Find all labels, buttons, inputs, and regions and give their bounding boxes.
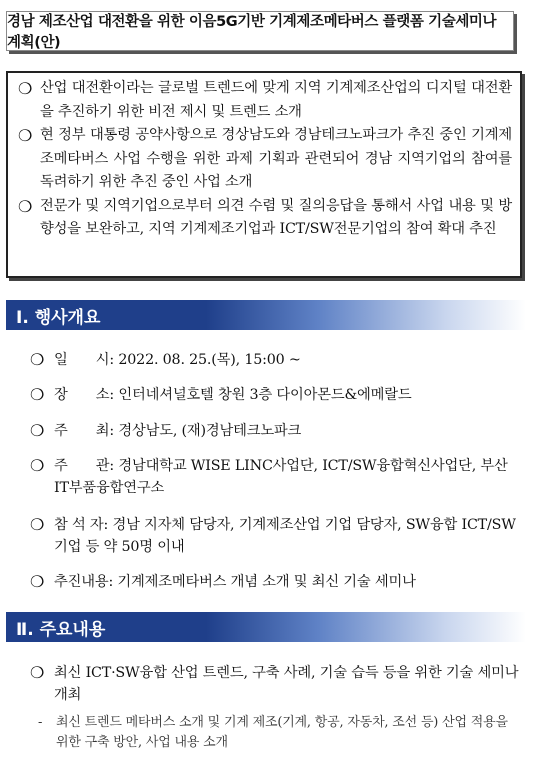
circle-bullet-icon: ❍ (30, 456, 45, 475)
circle-bullet-icon: ❍ (30, 572, 45, 591)
summary-item (18, 124, 512, 195)
section-title: Ⅰ. 행사개요 (6, 300, 206, 330)
circle-bullet-icon: ❍ (18, 196, 33, 216)
overview-item-organizer (30, 455, 520, 499)
main-content-sub-item (38, 713, 522, 753)
overview-item-date (30, 349, 520, 371)
overview-item-host (30, 420, 520, 442)
dash-bullet: - (38, 715, 43, 730)
circle-bullet-icon: ❍ (30, 421, 45, 440)
section-header-main-content (6, 612, 526, 642)
overview-item-attendees (30, 514, 520, 558)
section-title: Ⅱ. 주요내용 (6, 612, 206, 642)
circle-bullet-icon: ❍ (30, 350, 45, 369)
circle-bullet-icon: ❍ (30, 385, 45, 404)
document-title: 경남 제조산업 대전환을 위한 이음5G기반 기계제조메타버스 플랫폼 기술세미나 계획(안) (7, 14, 497, 51)
circle-bullet-icon: ❍ (18, 126, 33, 145)
summary-text: 현 정부 대통령 공약사항으로 경상남도와 경남테크노파크가 추진 중인 기계제조메타버스 사업 수행을 위한 과제 기획과 관련되어 경남 지역기업의 참여를 독려하기 위한 추진 중인 사업 소개 (40, 127, 512, 190)
summary-text: 전문가 및 지역기업으로부터 의견 수렴 및 질의응답을 통해서 사업 내용 및 방향성을 보완하고, 지역 기계제조기업과 ICT/SW전문기업의 참여 확대 추진 (40, 197, 512, 237)
document-title-box (6, 11, 514, 51)
overview-item-venue (30, 384, 520, 406)
overview-text: 장 소: 인터네셔널호텔 창원 3층 다이아몬드&에메랄드 (54, 387, 412, 403)
overview-text: 일 시: 2022. 08. 25.(목), 15:00 ~ (54, 352, 301, 368)
circle-bullet-icon: ❍ (18, 79, 33, 98)
section-header-overview (6, 300, 526, 330)
summary-item (18, 77, 512, 124)
overview-text: 주 관: 경남대학교 WISE LINC사업단, ICT/SW융합혁신사업단, 부산IT부품융합연구소 (54, 458, 508, 496)
section-bar-gradient (206, 612, 526, 642)
overview-item-content (30, 571, 520, 593)
main-content-item (30, 662, 520, 706)
main-content-sub-text: 최신 트렌드 메타버스 소개 및 기계 제조(기계, 항공, 자동차, 조선 등) 산업 적용을 위한 구축 방안, 사업 내용 소개 (56, 715, 508, 750)
overview-text: 주 최: 경상남도, (재)경남테크노파크 (54, 423, 302, 439)
overview-text: 추진내용: 기계제조메타버스 개념 소개 및 최신 기술 세미나 (54, 574, 416, 590)
main-content-text: 최신 ICT·SW융합 산업 트렌드, 구축 사례, 기술 습득 등을 위한 기술 세미나 개최 (54, 665, 519, 703)
summary-box (6, 71, 522, 278)
circle-bullet-icon: ❍ (30, 515, 45, 534)
overview-text: 참 석 자: 경남 지자체 담당자, 기계제조산업 기업 담당자, SW융합 ICT/SW 기업 등 약 50명 이내 (54, 517, 516, 555)
summary-item (18, 195, 512, 242)
summary-text: 산업 대전환이라는 글로벌 트렌드에 맞게 지역 기계제조산업의 디지털 대전환을 추진하기 위한 비전 제시 및 트렌드 소개 (40, 80, 512, 120)
circle-bullet-icon: ❍ (30, 663, 45, 682)
section-bar-gradient (206, 300, 526, 330)
